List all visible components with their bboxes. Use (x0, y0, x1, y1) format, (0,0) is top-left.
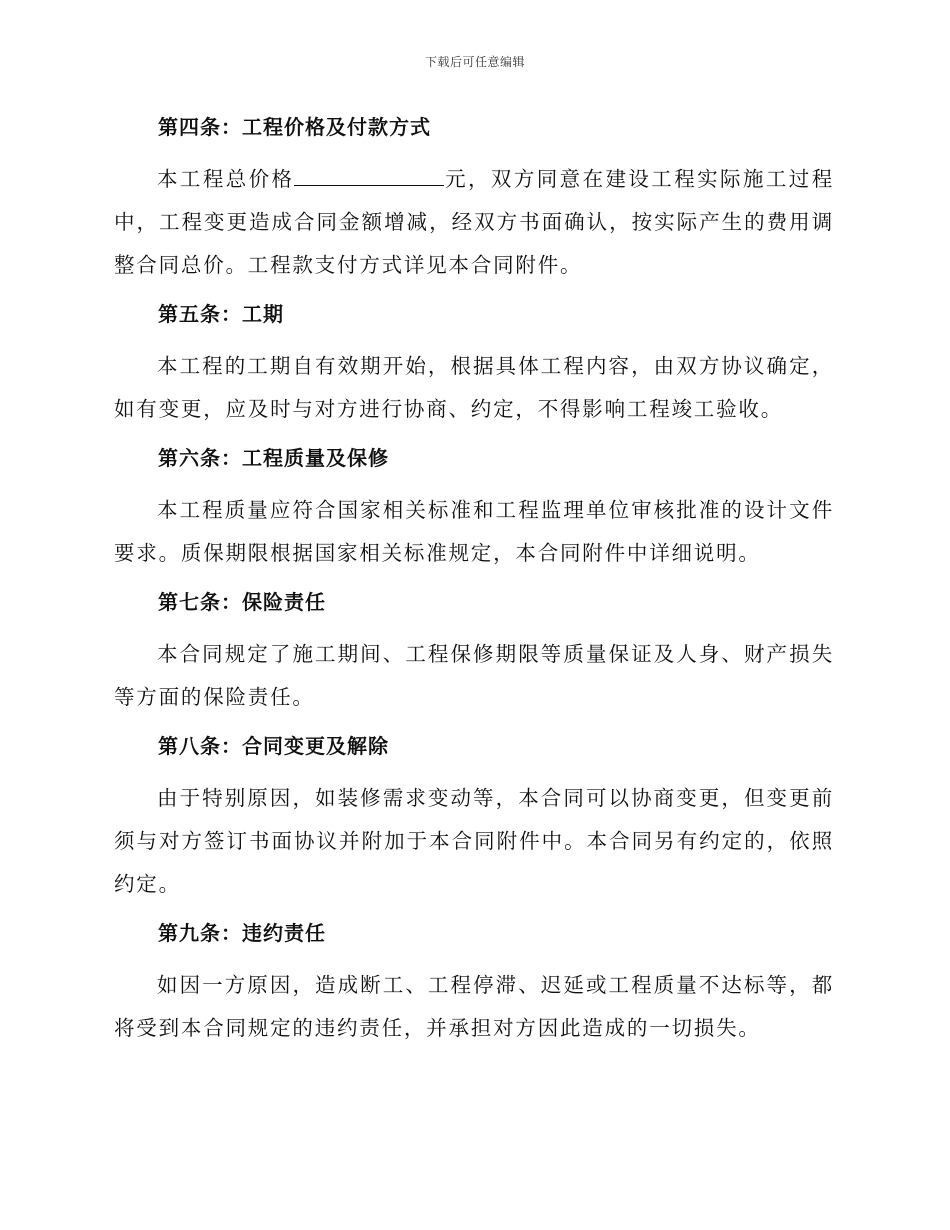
article-4-body-suffix: 元，双方同意在建设工程实际施工过程中，工程变更造成合同金额增减，经双方书面确认，按实际产生的费用调整合同总价。工程款支付方式详见本合同附件。 (114, 167, 834, 277)
price-blank-line (294, 167, 444, 186)
article-5-heading: 第五条：工期 (158, 302, 284, 326)
article-9 (114, 918, 834, 1050)
article-4-body (114, 158, 834, 287)
article-6-heading: 第六条：工程质量及保修 (158, 446, 389, 470)
article-7-heading: 第七条：保险责任 (158, 590, 326, 614)
article-4-heading: 第四条：工程价格及付款方式 (158, 115, 431, 139)
article-9-body: 如因一方原因，造成断工、工程停滞、迟延或工程质量不达标等，都将受到本合同规定的违约责任，并承担对方因此造成的一切损失。 (114, 973, 834, 1040)
article-8-body: 由于特别原因，如装修需求变动等，本合同可以协商变更，但变更前须与对方签订书面协议并附加于本合同附件中。本合同另有约定的，依照约定。 (114, 786, 834, 896)
article-5-body: 本工程的工期自有效期开始，根据具体工程内容，由双方协议确定，如有变更，应及时与对方进行协商、约定，不得影响工程竣工验收。 (114, 354, 834, 421)
article-9-heading: 第九条：违约责任 (158, 921, 326, 945)
page-header-note: 下载后可任意编辑 (424, 55, 525, 69)
article-7 (114, 587, 834, 719)
article-8-heading: 第八条：合同变更及解除 (158, 734, 389, 758)
article-8 (114, 731, 834, 906)
article-6-body: 本工程质量应符合国家相关标准和工程监理单位审核批准的设计文件要求。质保期限根据国家相关标准规定，本合同附件中详细说明。 (114, 498, 834, 565)
document-body (114, 112, 834, 1050)
article-4-body-prefix: 本工程总价格 (157, 167, 295, 191)
article-7-body: 本合同规定了施工期间、工程保修期限等质量保证及人身、财产损失等方面的保险责任。 (114, 642, 834, 709)
article-4 (114, 112, 834, 287)
article-5 (114, 299, 834, 431)
article-6 (114, 443, 834, 575)
